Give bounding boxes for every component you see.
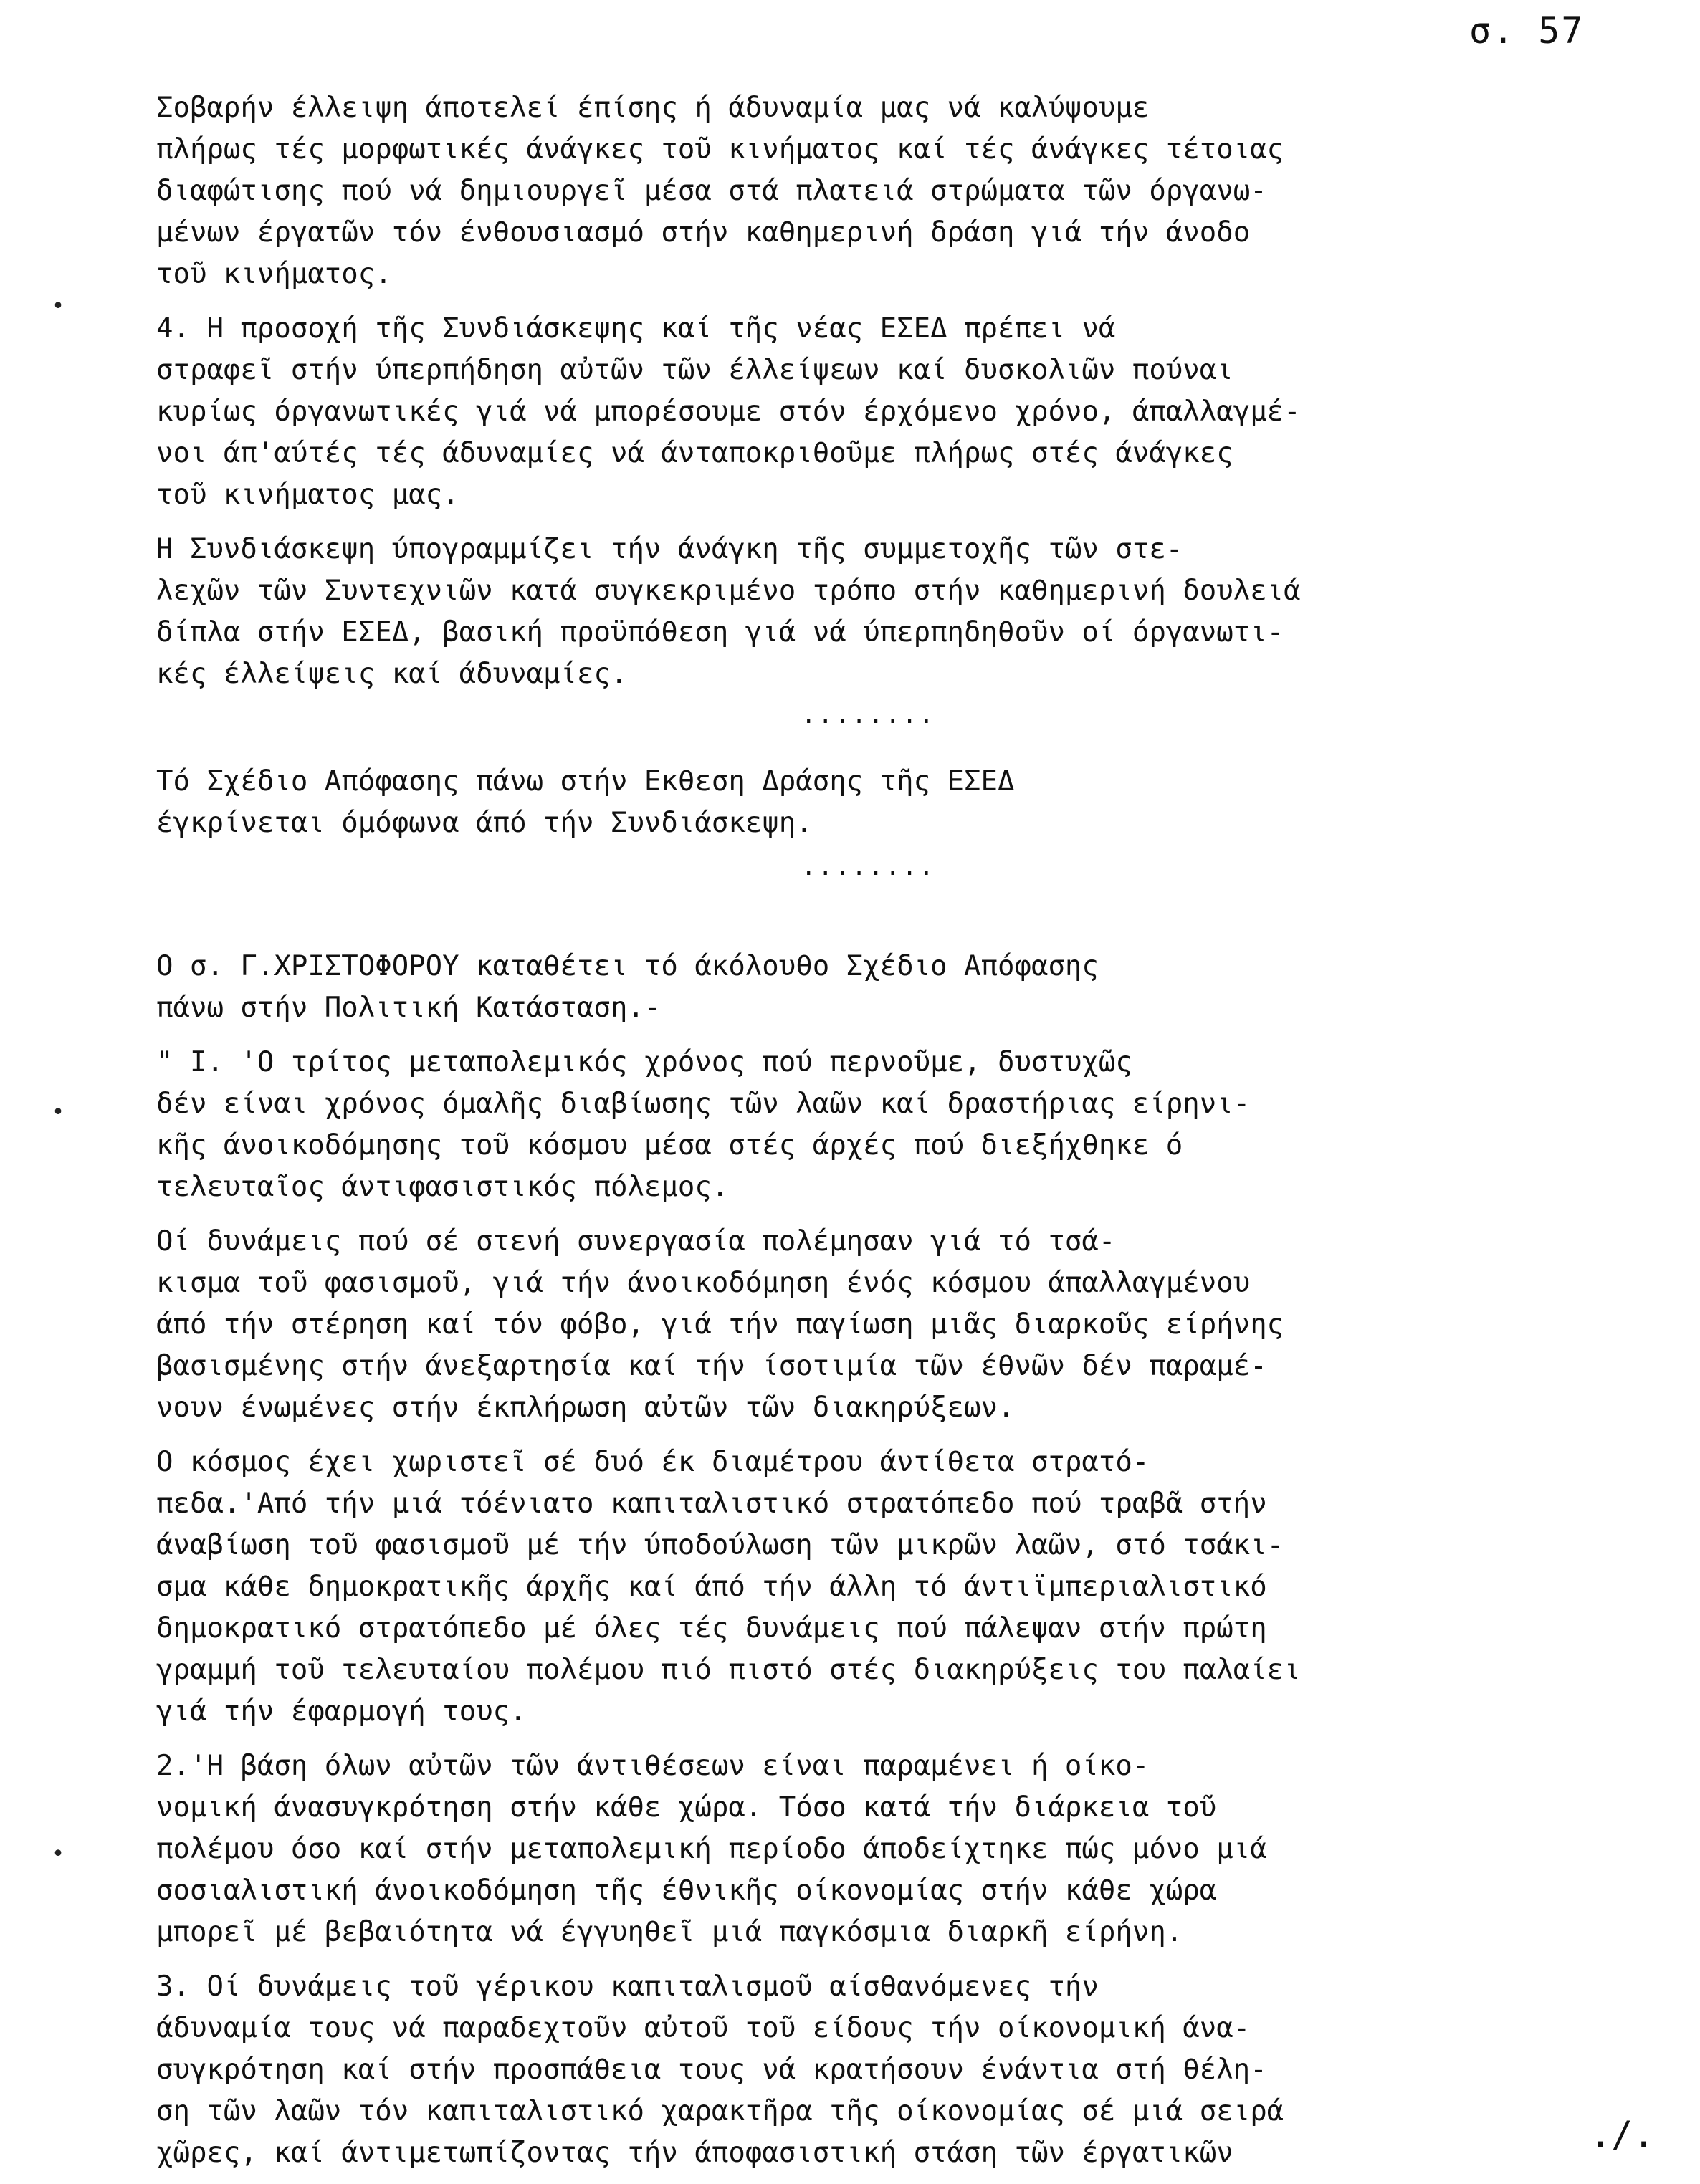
- paragraph-1: [156, 87, 1683, 295]
- text-line: άδυναμία τους νά παραδεχτοῦν αὐτοῦ τοῦ είδους τήν οίκονομική άνα-: [156, 2012, 1251, 2044]
- text-line: πλήρως τές μορφωτικές άνάγκες τοῦ κινήματος καί τές άνάγκες τέτοιας: [156, 133, 1284, 166]
- text-line: έγκρίνεται όμόφωνα άπό τήν Συνδιάσκεψη.: [156, 807, 813, 839]
- text-line: δημοκρατικό στρατόπεδο μέ όλες τές δυνάμεις πού πάλεψαν στήν πρώτη: [156, 1612, 1267, 1644]
- text-line: νομική άνασυγκρότηση στήν κάθε χώρα. Τόσο κατά τήν διάρκεια τοῦ: [156, 1791, 1217, 1824]
- text-line: σοσιαλιστική άνοικοδόμηση τῆς έθνικῆς οίκονομίας στήν κάθε χώρα: [156, 1874, 1217, 1907]
- paragraph-7: [156, 1221, 1683, 1429]
- margin-mark: •: [52, 294, 65, 319]
- text-line: ση τῶν λαῶν τόν καπιταλιστικό χαρακτῆρα τῆς οίκονομίας σέ μιά σειρά: [156, 2095, 1284, 2127]
- text-line: Τό Σχέδιο Απόφασης πάνω στήν Εκθεση Δράσης τῆς ΕΣΕΔ: [156, 765, 1015, 798]
- margin-mark: •: [52, 1100, 65, 1125]
- text-line: κές έλλείψεις καί άδυναμίες.: [156, 658, 628, 690]
- text-line: 2.'Η βάση όλων αὐτῶν τῶν άντιθέσεων είναι παραμένει ή οίκο-: [156, 1750, 1150, 1782]
- paragraph-4: [156, 761, 1683, 844]
- paragraph-3: [156, 529, 1683, 695]
- text-line: τοῦ κινήματος μας.: [156, 479, 459, 511]
- paragraph-9: [156, 1745, 1683, 1953]
- text-line: πάνω στήν Πολιτική Κατάσταση.-: [156, 992, 662, 1024]
- paragraph-5: [156, 946, 1683, 1029]
- text-line: βασισμένης στήν άνεξαρτησία καί τήν ίσοτιμία τῶν έθνῶν δέν παραμέ-: [156, 1350, 1267, 1382]
- text-line: Οί δυνάμεις πού σέ στενή συνεργασία πολέμησαν γιά τό τσά-: [156, 1225, 1116, 1258]
- text-line: 4. Η προσοχή τῆς Συνδιάσκεψης καί τῆς νέας ΕΣΕΔ πρέπει νά: [156, 312, 1116, 345]
- paragraph-6: [156, 1042, 1683, 1208]
- text-line: νουν ένωμένες στήν έκπλήρωση αὐτῶν τῶν διακηρύξεων.: [156, 1392, 1015, 1424]
- text-line: μπορεῖ μέ βεβαιότητα νά έγγυηθεῖ μιά παγκόσμια διαρκῆ είρήνη.: [156, 1916, 1183, 1948]
- text-line: Ο κόσμος έχει χωριστεῖ σέ δυό έκ διαμέτρου άντίθετα στρατό-: [156, 1446, 1150, 1478]
- text-line: 3. Οί δυνάμεις τοῦ γέρικου καπιταλισμοῦ αίσθανόμενες τήν: [156, 1970, 1099, 2003]
- text-line: χῶρες, καί άντιμετωπίζοντας τήν άποφασιστική στάση τῶν έργατικῶν: [156, 2137, 1233, 2169]
- text-line: διαφώτισης πού νά δημιουργεῖ μέσα στά πλατειά στρώματα τῶν όργανω-: [156, 175, 1267, 207]
- text-line: στραφεῖ στήν ύπερπήδηση αὐτῶν τῶν έλλείψεων καί δυσκολιῶν πούναι: [156, 354, 1233, 386]
- continuation-mark: ./.: [1590, 2114, 1655, 2155]
- margin-mark: •: [52, 1841, 65, 1867]
- paragraph-8: [156, 1442, 1683, 1733]
- separator: ........: [801, 853, 936, 881]
- text-line: " I. 'Ο τρίτος μεταπολεμικός χρόνος πού περνοῦμε, δυστυχῶς: [156, 1046, 1132, 1078]
- text-line: γραμμή τοῦ τελευταίου πολέμου πιό πιστό στές διακηρύξεις του παλαίει: [156, 1654, 1301, 1686]
- text-line: κῆς άνοικοδόμησης τοῦ κόσμου μέσα στές άρχές πού διεξήχθηκε ό: [156, 1129, 1183, 1162]
- text-line: νοι άπ'αύτές τές άδυναμίες νά άνταποκριθοῦμε πλήρως στές άνάγκες: [156, 437, 1233, 469]
- text-line: σμα κάθε δημοκρατικῆς άρχῆς καί άπό τήν άλλη τό άντιϊμπεριαλιστικό: [156, 1571, 1267, 1603]
- text-line: Ο σ. Γ.ΧΡΙΣΤΟΦΟΡΟΥ καταθέτει τό άκόλουθο Σχέδιο Απόφασης: [156, 950, 1099, 982]
- text-line: πεδα.'Από τήν μιά τόένιατο καπιταλιστικό στρατόπεδο πού τραβᾶ στήν: [156, 1488, 1267, 1520]
- text-line: κυρίως όργανωτικές γιά νά μπορέσουμε στόν έρχόμενο χρόνο, άπαλλαγμέ-: [156, 396, 1301, 428]
- text-line: Η Συνδιάσκεψη ύπογραμμίζει τήν άνάγκη τῆς συμμετοχῆς τῶν στε-: [156, 533, 1183, 565]
- paragraph-10: [156, 1966, 1683, 2174]
- text-line: κισμα τοῦ φασισμοῦ, γιά τήν άνοικοδόμηση ένός κόσμου άπαλλαγμένου: [156, 1267, 1251, 1299]
- text-line: τελευταῖος άντιφασιστικός πόλεμος.: [156, 1171, 729, 1203]
- text-line: πολέμου όσο καί στήν μεταπολεμική περίοδο άποδείχτηκε πώς μόνο μιά: [156, 1833, 1267, 1865]
- text-line: τοῦ κινήματος.: [156, 258, 392, 290]
- text-line: συγκρότηση καί στήν προσπάθεια τους νά κρατήσουν ένάντια στή θέλη-: [156, 2054, 1267, 2086]
- text-line: Σοβαρήν έλλειψη άποτελεί έπίσης ή άδυναμία μας νά καλύψουμε: [156, 92, 1150, 124]
- text-line: δέν είναι χρόνος όμαλῆς διαβίωσης τῶν λαῶν καί δραστήριας είρηνι-: [156, 1088, 1251, 1120]
- page-number: σ. 57: [1469, 10, 1585, 52]
- paragraph-2: [156, 308, 1683, 516]
- separator: ........: [801, 701, 936, 729]
- text-line: μένων έργατῶν τόν ένθουσιασμό στήν καθημερινή δράση γιά τήν άνοδο: [156, 216, 1251, 249]
- document-body: [156, 87, 1683, 2174]
- text-line: λεχῶν τῶν Συντεχνιῶν κατά συγκεκριμένο τρόπο στήν καθημερινή δουλειά: [156, 575, 1301, 607]
- text-line: άπό τήν στέρηση καί τόν φόβο, γιά τήν παγίωση μιᾶς διαρκοῦς είρήνης: [156, 1308, 1284, 1341]
- text-line: δίπλα στήν ΕΣΕΔ, βασική προϋπόθεση γιά νά ύπερπηδηθοῦν οί όργανωτι-: [156, 616, 1284, 648]
- text-line: άναβίωση τοῦ φασισμοῦ μέ τήν ύποδούλωση τῶν μικρῶν λαῶν, στό τσάκι-: [156, 1529, 1284, 1561]
- text-line: γιά τήν έφαρμογή τους.: [156, 1695, 527, 1728]
